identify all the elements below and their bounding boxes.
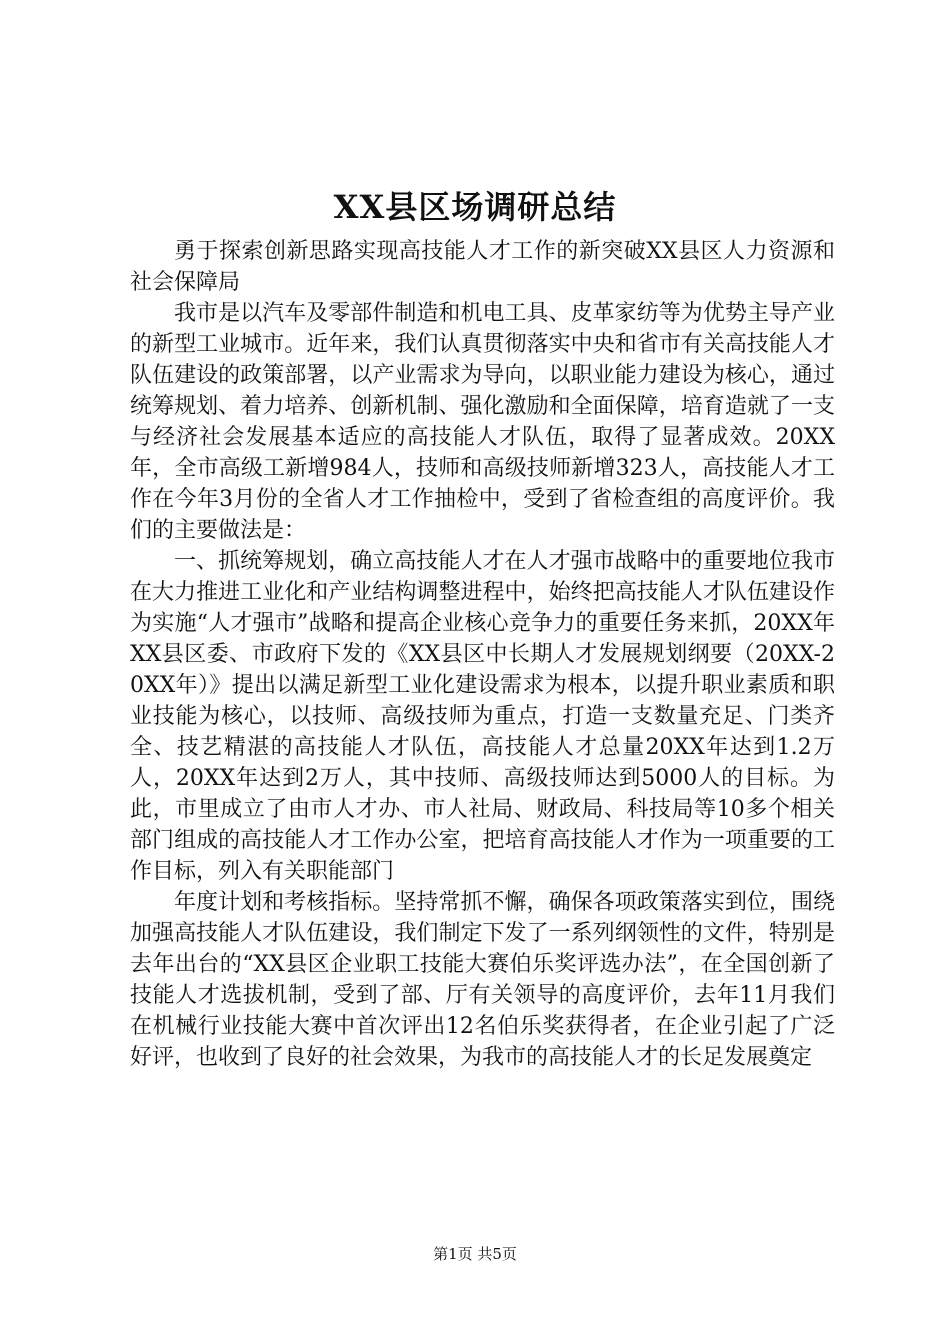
paragraph-annual-plan: 年度计划和考核指标。坚持常抓不懈，确保各项政策落实到位，围绕加强高技能人才队伍建设，我们制定下发了一系列纲领性的文件，特别是去年出台的“XX县区企业职工技能大赛伯乐奖评选办法”，在全国创新了技能人才选拔机制，受到了部、厅有关领导的高度评价，去年11月我们在机械行业技能大赛中首次评出12名伯乐奖获得者，在企业引起了广泛好评，也收到了良好的社会效果，为我市的高技能人才的长足发展奠定 bbox=[130, 890, 835, 1070]
document-title: XX县区场调研总结 bbox=[333, 188, 617, 226]
paragraph-subtitle: 勇于探索创新思路实现高技能人才工作的新突破XX县区人力资源和社会保障局 bbox=[130, 239, 835, 295]
paragraph-intro: 我市是以汽车及零部件制造和机电工具、皮革家纺等为优势主导产业的新型工业城市。近年来，我们认真贯彻落实中央和省市有关高技能人才队伍建设的政策部署，以产业需求为导向，以职业能力建设为核心，通过统筹规划、着力培养、创新机制、强化激励和全面保障，培育造就了一支与经济社会发展基本适应的高技能人才队伍，取得了显著成效。20XX年，全市高级工新增984人，技师和高级技师新增323人，高技能人才工作在今年3月份的全省人才工作抽检中，受到了省检查组的高度评价。我们的主要做法是： bbox=[130, 301, 835, 543]
document-body bbox=[130, 236, 835, 1073]
paragraph-section-one: 一、抓统筹规划，确立高技能人才在人才强市战略中的重要地位我市在大力推进工业化和产业结构调整进程中，始终把高技能人才队伍建设作为实施“人才强市”战略和提高企业核心竞争力的重要任务来抓，20XX年XX县区委、市政府下发的《XX县区中长期人才发展规划纲要（20XX-20XX年）》提出以满足新型工业化建设需求为根本，以提升职业素质和职业技能为核心，以技师、高级技师为重点，打造一支数量充足、门类齐全、技艺精湛的高技能人才队伍，高技能人才总量20XX年达到1.2万人，20XX年达到2万人，其中技师、高级技师达到5000人的目标。为此，市里成立了由市人才办、市人社局、财政局、科技局等10多个相关部门组成的高技能人才工作办公室，把培育高技能人才作为一项重要的工作目标，列入有关职能部门 bbox=[130, 549, 835, 884]
page-number-footer: 第1页 共5页 bbox=[433, 1245, 517, 1263]
